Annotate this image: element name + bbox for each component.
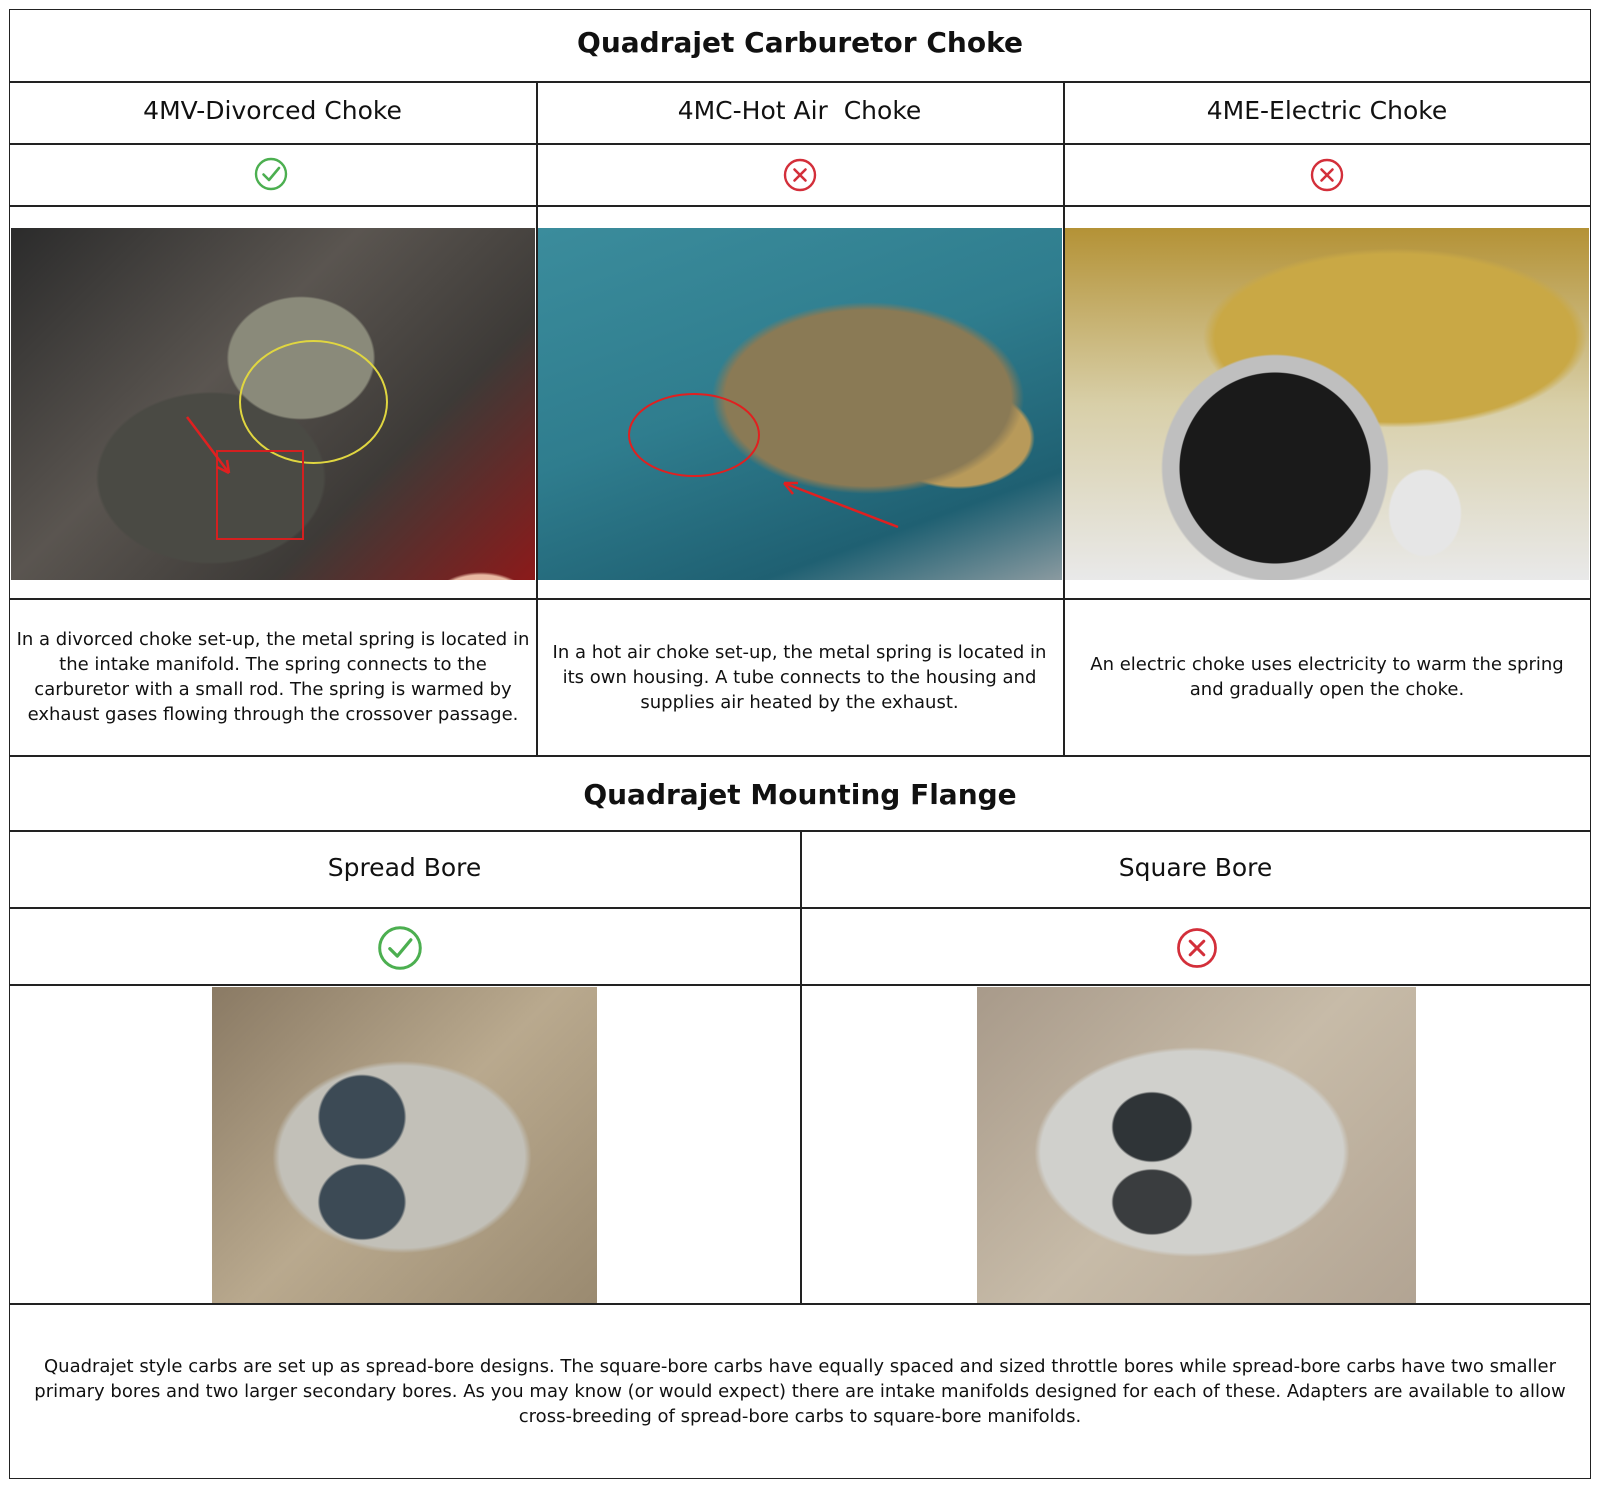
- choke-section-title: Quadrajet Carburetor Choke: [577, 26, 1023, 59]
- arrow-icon: [774, 473, 904, 533]
- cross-icon: [783, 158, 817, 192]
- spread-bore-manifold-photo: [212, 987, 597, 1303]
- arrow-icon: [181, 413, 241, 483]
- cross-icon: [1176, 927, 1218, 969]
- check-icon: [254, 157, 288, 191]
- cross-icon: [1310, 158, 1344, 192]
- divorced-choke-photo: [11, 228, 535, 580]
- flange-description: Quadrajet style carbs are set up as spread-bore designs. The square-bore carbs have equally spaced and sized throttle bores while spread-bore carbs have two smaller primary bores and two larger secondary bores. As you may know (or would expect) there are intake manifolds designed for each of these. Adapters are available to allow cross-breeding of spread-bore carbs to square-bore manifolds.: [34, 1355, 1566, 1427]
- column-heading-4mc: 4MC-Hot Air Choke: [677, 96, 922, 125]
- divider: [9, 81, 1591, 83]
- check-icon: [377, 925, 423, 971]
- column-heading-4me: 4ME-Electric Choke: [1206, 96, 1448, 125]
- square-bore-manifold-photo: [977, 987, 1416, 1303]
- column-heading-4mv: 4MV-Divorced Choke: [143, 96, 402, 125]
- description-4mv: In a divorced choke set-up, the metal spring is located in the intake manifold. The spring connects to the carburetor with a small rod. The spring is warmed by exhaust gases flowing through the crossover passage.: [16, 629, 530, 725]
- highlight-circle: [628, 393, 760, 477]
- divider: [9, 755, 1591, 757]
- hot-air-choke-photo: [538, 228, 1062, 580]
- description-4me: An electric choke uses electricity to warm the spring and gradually open the choke.: [1090, 654, 1564, 700]
- description-4mc: In a hot air choke set-up, the metal spring is located in its own housing. A tube connects to the housing and supplies air heated by the exhaust.: [552, 641, 1047, 713]
- divider: [800, 830, 802, 1303]
- column-heading-square-bore: Square Bore: [1118, 853, 1273, 882]
- highlight-circle: [239, 340, 388, 464]
- electric-choke-photo: [1065, 228, 1589, 580]
- divider: [9, 205, 1591, 207]
- divider: [9, 143, 1591, 145]
- column-heading-spread-bore: Spread Bore: [327, 853, 482, 882]
- flange-section-title: Quadrajet Mounting Flange: [583, 778, 1017, 811]
